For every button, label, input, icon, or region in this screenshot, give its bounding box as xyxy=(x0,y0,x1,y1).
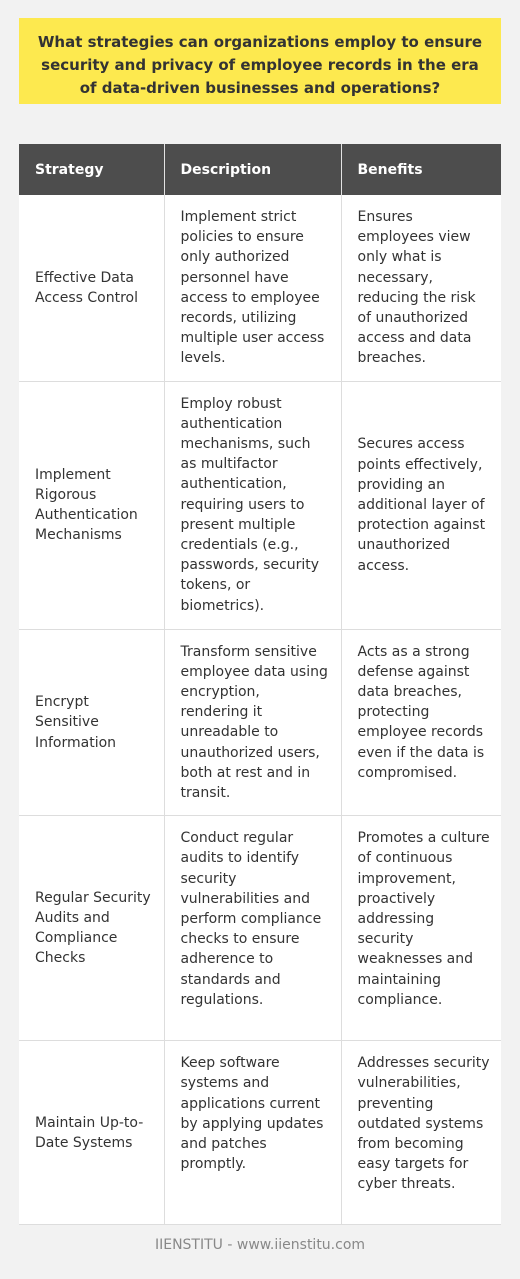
table-row xyxy=(19,195,501,381)
benefits-cell: Acts as a strong defense against data breaches, protecting employee records even if the data is compromised. xyxy=(341,629,501,816)
table-body xyxy=(19,195,501,1225)
table-row xyxy=(19,816,501,1041)
strategy-cell: Regular Security Audits and Compliance Checks xyxy=(19,816,164,1041)
header-benefits: Benefits xyxy=(341,144,501,195)
header-description: Description xyxy=(164,144,341,195)
description-cell: Implement strict policies to ensure only authorized personnel have access to employee records, utilizing multiple user access levels. xyxy=(164,195,341,381)
table-header xyxy=(19,144,501,195)
header-row xyxy=(19,144,501,195)
strategies-table xyxy=(19,144,501,1225)
header-strategy: Strategy xyxy=(19,144,164,195)
strategy-cell: Encrypt Sensitive Information xyxy=(19,629,164,816)
description-cell: Conduct regular audits to identify security vulnerabilities and perform compliance checks to ensure adherence to standards and regulations. xyxy=(164,816,341,1041)
description-cell: Keep software systems and applications current by applying updates and patches promptly. xyxy=(164,1041,341,1225)
page-title: What strategies can organizations employ to ensure security and privacy of employee records in the era of data-driven businesses and operations? xyxy=(19,18,501,104)
table-row xyxy=(19,1041,501,1225)
benefits-cell: Secures access points effectively, providing an additional layer of protection against unauthorized access. xyxy=(341,381,501,629)
strategy-cell: Effective Data Access Control xyxy=(19,195,164,381)
strategy-cell: Maintain Up-to-Date Systems xyxy=(19,1041,164,1225)
table-row xyxy=(19,381,501,629)
benefits-cell: Promotes a culture of continuous improvement, proactively addressing security weaknesses and maintaining compliance. xyxy=(341,816,501,1041)
footer-credit: IIENSTITU - www.iienstitu.com xyxy=(154,1237,366,1253)
table-row xyxy=(19,629,501,816)
description-cell: Transform sensitive employee data using encryption, rendering it unreadable to unauthorized users, both at rest and in transit. xyxy=(164,629,341,816)
strategy-cell: Implement Rigorous Authentication Mechanisms xyxy=(19,381,164,629)
benefits-cell: Ensures employees view only what is necessary, reducing the risk of unauthorized access and data breaches. xyxy=(341,195,501,381)
benefits-cell: Addresses security vulnerabilities, preventing outdated systems from becoming easy targets for cyber threats. xyxy=(341,1041,501,1225)
description-cell: Employ robust authentication mechanisms, such as multifactor authentication, requiring users to present multiple credentials (e.g., passwords, security tokens, or biometrics). xyxy=(164,381,341,629)
